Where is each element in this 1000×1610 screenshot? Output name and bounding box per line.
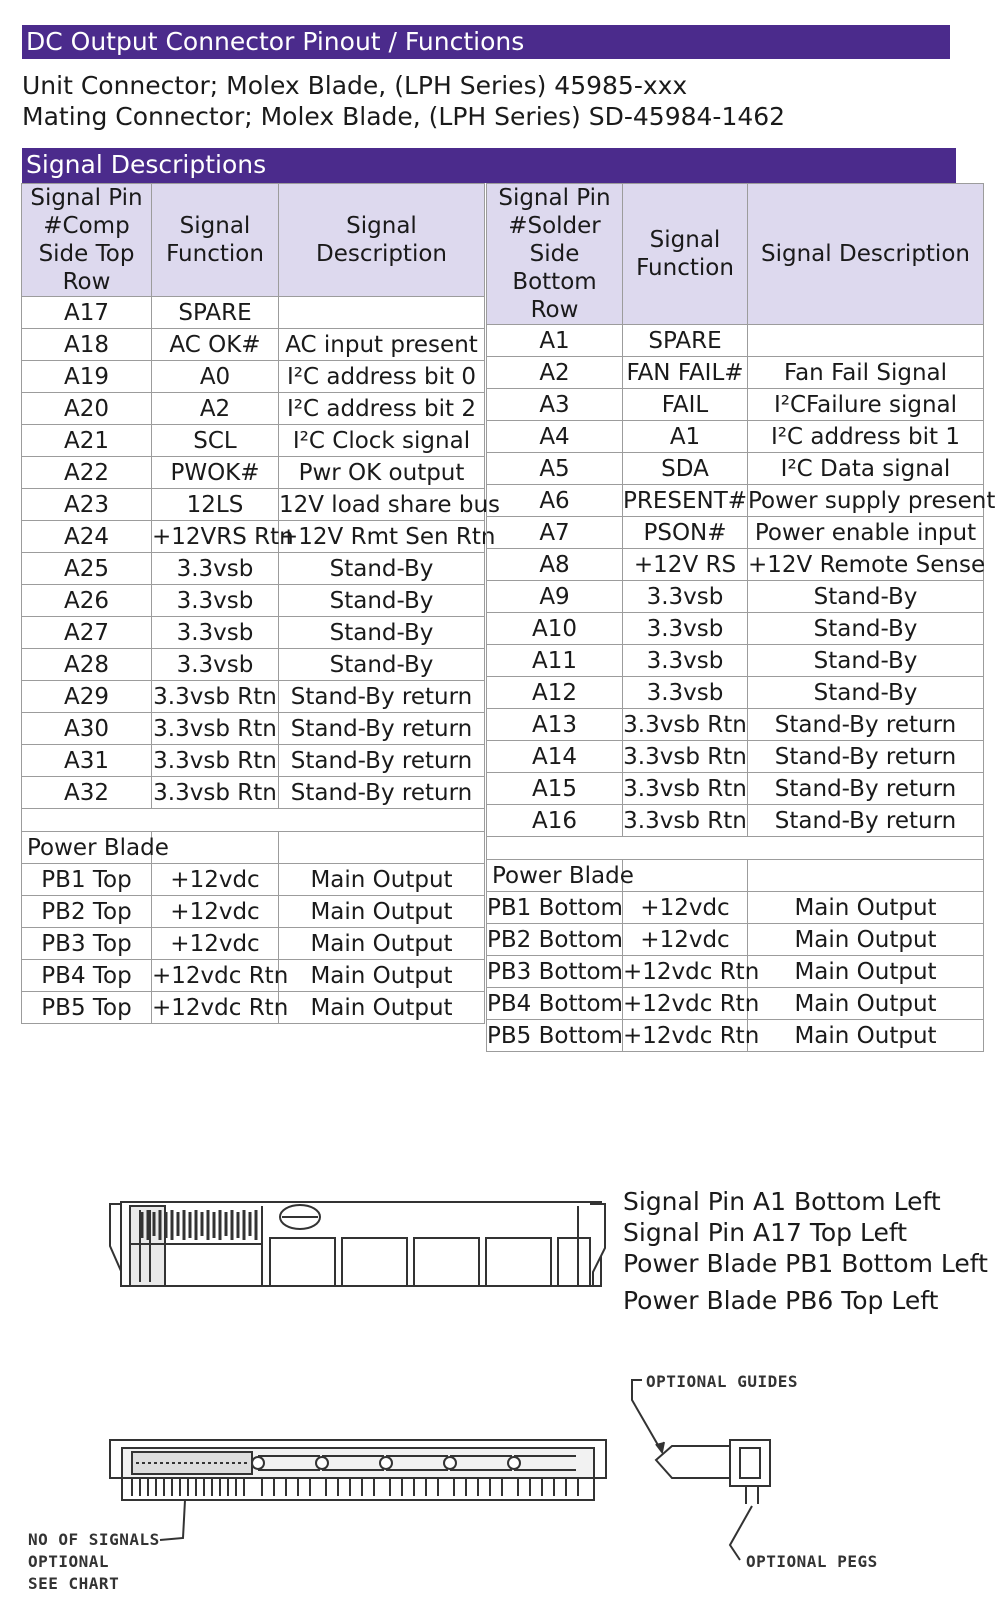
- table-cell: A27: [22, 617, 152, 649]
- table-cell: Main Output: [748, 988, 984, 1020]
- table-cell: Signal Function: [623, 184, 748, 325]
- table-cell: AC input present: [279, 329, 485, 361]
- table-cell: 12V load share bus: [279, 489, 485, 521]
- table-cell: Power Blade: [487, 860, 623, 892]
- table-cell: Stand-By: [748, 613, 984, 645]
- table-cell: 3.3vsb: [623, 645, 748, 677]
- table-cell: +12vdc: [623, 892, 748, 924]
- table-cell: +12vdc: [623, 924, 748, 956]
- unit-connector-text: Unit Connector; Molex Blade, (LPH Series) 45985-xxx: [22, 71, 688, 100]
- table-cell: Pwr OK output: [279, 457, 485, 489]
- table-cell: I²C address bit 2: [279, 393, 485, 425]
- table-cell: +12vdc Rtn: [623, 956, 748, 988]
- table-cell: PB5 Bottom: [487, 1020, 623, 1052]
- table-cell: Power supply present: [748, 485, 984, 517]
- table-cell: A18: [22, 329, 152, 361]
- optional-guides-label: OPTIONAL GUIDES: [646, 1372, 798, 1391]
- table-cell: +12vdc: [152, 896, 279, 928]
- table-cell: Stand-By return: [748, 773, 984, 805]
- top-connector-view: [110, 1202, 605, 1286]
- table-cell: PRESENT#: [623, 485, 748, 517]
- table-cell: A4: [487, 421, 623, 453]
- table-cell: A12: [487, 677, 623, 709]
- side-connector-view: [632, 1380, 770, 1560]
- table-cell: AC OK#: [152, 329, 279, 361]
- table-cell: A30: [22, 713, 152, 745]
- legend-line-4: Power Blade PB6 Top Left: [623, 1286, 939, 1315]
- signals-note-line-3: SEE CHART: [28, 1574, 120, 1593]
- table-cell: Main Output: [279, 928, 485, 960]
- table-cell: Stand-By: [279, 585, 485, 617]
- table-cell: PB3 Top: [22, 928, 152, 960]
- table-cell: +12vdc Rtn: [623, 1020, 748, 1052]
- table-cell: A6: [487, 485, 623, 517]
- table-cell: 3.3vsb Rtn: [623, 709, 748, 741]
- legend-line-3: Power Blade PB1 Bottom Left: [623, 1249, 988, 1278]
- table-cell: Stand-By: [279, 553, 485, 585]
- table-cell: PB4 Bottom: [487, 988, 623, 1020]
- bottom-connector-view: [110, 1440, 606, 1540]
- table-cell: Stand-By: [279, 649, 485, 681]
- table-cell: Signal Function: [152, 184, 279, 297]
- table-cell: Main Output: [748, 892, 984, 924]
- table-cell: Stand-By: [748, 677, 984, 709]
- table-cell: A0: [152, 361, 279, 393]
- table-cell: A22: [22, 457, 152, 489]
- table-cell: A7: [487, 517, 623, 549]
- table-cell: A5: [487, 453, 623, 485]
- table-cell: Main Output: [279, 864, 485, 896]
- table-cell: Stand-By return: [279, 713, 485, 745]
- table-cell: PB2 Top: [22, 896, 152, 928]
- table-cell: Signal Pin #Solder Side Bottom Row: [487, 184, 623, 325]
- table-cell: Stand-By: [748, 581, 984, 613]
- table-cell: Fan Fail Signal: [748, 357, 984, 389]
- table-cell: PB1 Bottom: [487, 892, 623, 924]
- optional-pegs-label: OPTIONAL PEGS: [746, 1552, 878, 1571]
- table-cell: I²C Clock signal: [279, 425, 485, 457]
- table-cell: PB5 Top: [22, 992, 152, 1024]
- table-cell: Main Output: [748, 924, 984, 956]
- table-cell: 3.3vsb: [623, 581, 748, 613]
- table-cell: Signal Description: [279, 184, 485, 297]
- signals-note-line-1: NO OF SIGNALS: [28, 1530, 160, 1549]
- table-cell: PB3 Bottom: [487, 956, 623, 988]
- table-cell: 3.3vsb Rtn: [152, 745, 279, 777]
- table-cell: A32: [22, 777, 152, 809]
- table-cell: 3.3vsb: [152, 585, 279, 617]
- table-cell: Main Output: [748, 956, 984, 988]
- table-cell: Stand-By return: [279, 681, 485, 713]
- table-cell: SPARE: [623, 325, 748, 357]
- table-cell: Power Blade: [22, 832, 152, 864]
- table-cell: PB4 Top: [22, 960, 152, 992]
- table-cell: 3.3vsb: [152, 649, 279, 681]
- table-cell: SDA: [623, 453, 748, 485]
- signals-note-line-2: OPTIONAL: [28, 1552, 110, 1571]
- table-cell: 3.3vsb Rtn: [152, 713, 279, 745]
- table-cell: Stand-By: [279, 617, 485, 649]
- table-cell: 3.3vsb Rtn: [152, 777, 279, 809]
- table-cell: Main Output: [279, 960, 485, 992]
- table-cell: A19: [22, 361, 152, 393]
- table-cell: I²C address bit 1: [748, 421, 984, 453]
- table-cell: PB2 Bottom: [487, 924, 623, 956]
- table-cell: +12vdc: [152, 864, 279, 896]
- table-cell: I²CFailure signal: [748, 389, 984, 421]
- table-cell: I²C address bit 0: [279, 361, 485, 393]
- table-cell: Stand-By return: [748, 805, 984, 837]
- table-cell: SCL: [152, 425, 279, 457]
- table-cell: +12VRS Rtn: [152, 521, 279, 553]
- table-cell: A14: [487, 741, 623, 773]
- table-cell: A11: [487, 645, 623, 677]
- table-cell: A13: [487, 709, 623, 741]
- table-cell: +12vdc: [152, 928, 279, 960]
- table-cell: 3.3vsb: [152, 553, 279, 585]
- table-cell: +12V Rmt Sen Rtn: [279, 521, 485, 553]
- table-cell: 3.3vsb: [623, 613, 748, 645]
- table-cell: Stand-By: [748, 645, 984, 677]
- mating-connector-text: Mating Connector; Molex Blade, (LPH Series) SD-45984-1462: [22, 102, 786, 131]
- table-cell: A29: [22, 681, 152, 713]
- table-cell: Signal Description: [748, 184, 984, 325]
- page-title: DC Output Connector Pinout / Functions: [22, 25, 950, 59]
- table-cell: A26: [22, 585, 152, 617]
- table-cell: +12V RS: [623, 549, 748, 581]
- table-cell: A15: [487, 773, 623, 805]
- table-cell: A17: [22, 297, 152, 329]
- table-cell: 12LS: [152, 489, 279, 521]
- table-cell: Stand-By return: [279, 777, 485, 809]
- table-cell: PB1 Top: [22, 864, 152, 896]
- table-cell: +12vdc Rtn: [152, 960, 279, 992]
- table-cell: A31: [22, 745, 152, 777]
- table-cell: Stand-By return: [279, 745, 485, 777]
- table-cell: A16: [487, 805, 623, 837]
- table-cell: I²C Data signal: [748, 453, 984, 485]
- table-cell: Main Output: [279, 992, 485, 1024]
- table-cell: Stand-By return: [748, 709, 984, 741]
- table-cell: 3.3vsb: [152, 617, 279, 649]
- table-cell: Signal Pin #Comp Side Top Row: [22, 184, 152, 297]
- table-cell: A21: [22, 425, 152, 457]
- table-cell: A2: [152, 393, 279, 425]
- table-cell: A20: [22, 393, 152, 425]
- table-cell: 3.3vsb Rtn: [623, 773, 748, 805]
- table-cell: A3: [487, 389, 623, 421]
- table-cell: 3.3vsb Rtn: [623, 805, 748, 837]
- legend-line-2: Signal Pin A17 Top Left: [623, 1218, 908, 1247]
- table-cell: +12vdc Rtn: [623, 988, 748, 1020]
- table-cell: +12V Remote Sense: [748, 549, 984, 581]
- table-cell: Main Output: [279, 896, 485, 928]
- table-cell: A9: [487, 581, 623, 613]
- table-cell: Power enable input: [748, 517, 984, 549]
- table-cell: 3.3vsb Rtn: [152, 681, 279, 713]
- signal-descriptions-title: Signal Descriptions: [22, 148, 956, 183]
- table-cell: A10: [487, 613, 623, 645]
- legend-line-1: Signal Pin A1 Bottom Left: [623, 1187, 941, 1216]
- table-cell: PWOK#: [152, 457, 279, 489]
- table-cell: FAIL: [623, 389, 748, 421]
- table-cell: A23: [22, 489, 152, 521]
- table-cell: FAN FAIL#: [623, 357, 748, 389]
- table-cell: A8: [487, 549, 623, 581]
- table-cell: 3.3vsb: [623, 677, 748, 709]
- table-cell: Main Output: [748, 1020, 984, 1052]
- table-cell: A28: [22, 649, 152, 681]
- table-cell: 3.3vsb Rtn: [623, 741, 748, 773]
- table-cell: A1: [623, 421, 748, 453]
- table-cell: A25: [22, 553, 152, 585]
- table-cell: A1: [487, 325, 623, 357]
- table-cell: SPARE: [152, 297, 279, 329]
- table-cell: A24: [22, 521, 152, 553]
- table-cell: PSON#: [623, 517, 748, 549]
- table-cell: Stand-By return: [748, 741, 984, 773]
- table-cell: A2: [487, 357, 623, 389]
- table-cell: +12vdc Rtn: [152, 992, 279, 1024]
